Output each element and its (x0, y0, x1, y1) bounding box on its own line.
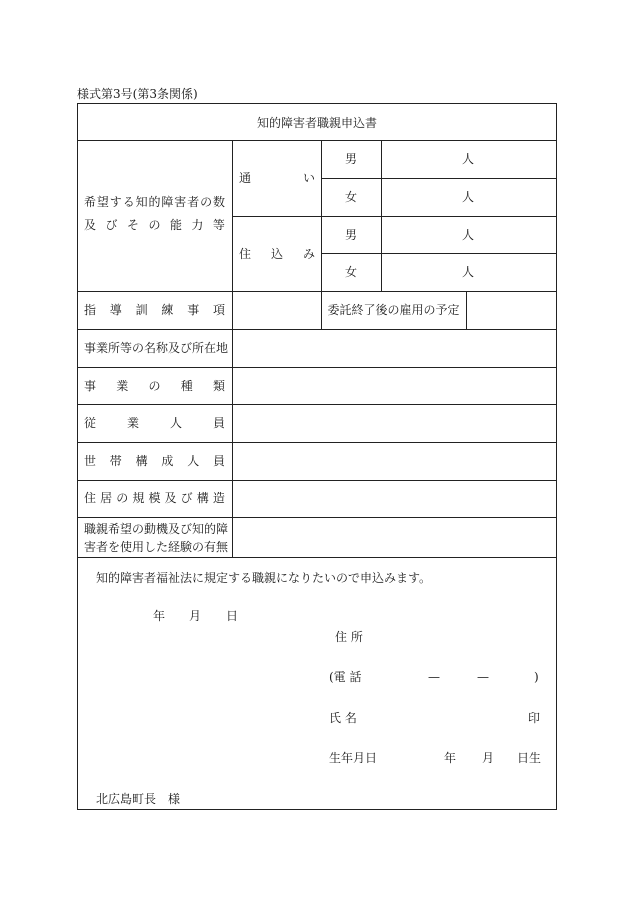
column-divider (466, 291, 467, 329)
label-char: 住 (239, 247, 252, 261)
label-char: び (180, 491, 193, 505)
row-divider (232, 216, 557, 217)
label-char: 込 (270, 247, 283, 261)
row-divider (77, 404, 557, 405)
form-title: 知的障害者職親申込書 (256, 116, 377, 130)
label-char: の (148, 379, 161, 393)
label-char: 及 (164, 491, 177, 505)
desired-count-label-line2 (84, 219, 225, 231)
date-month-label: 月 (189, 609, 202, 623)
date-day-label: 日 (226, 609, 239, 623)
row-divider (321, 178, 557, 179)
commute-female-unit: 人 (462, 190, 475, 204)
label-char: 業 (126, 416, 139, 430)
label-char: 事 (187, 303, 200, 317)
date-year-label: 年 (153, 609, 166, 623)
housing-label (84, 492, 225, 504)
label-char: 模 (148, 491, 161, 505)
label-char: み (302, 247, 315, 261)
birth-day-label: 日生 (517, 751, 542, 765)
commute-label (239, 172, 315, 184)
label-char: 業 (116, 379, 129, 393)
label-char: 構 (196, 491, 209, 505)
label-char: 項 (212, 303, 225, 317)
row-divider (77, 367, 557, 368)
seal-mark: 印 (528, 711, 541, 725)
phone-dash-2: — (477, 670, 489, 684)
guidance-label (84, 304, 225, 316)
label-char: び (105, 218, 118, 232)
label-char: 練 (161, 303, 174, 317)
post-employment-label: 委託終了後の雇用の予定 (327, 303, 460, 317)
live-in-female-unit: 人 (462, 265, 475, 279)
commute-female-label: 女 (344, 190, 357, 204)
name-label: 氏 名 (329, 711, 357, 725)
label-char: 能 (169, 218, 182, 232)
column-divider (232, 140, 233, 558)
label-char: 及 (84, 218, 97, 232)
desired-count-label-line1: 希望する知的障害者の数 (84, 195, 225, 209)
label-char: 従 (84, 416, 97, 430)
form-number: 様式第3号(第3条関係) (77, 87, 198, 101)
birth-year-label: 年 (444, 751, 457, 765)
label-char: 帯 (109, 454, 122, 468)
motivation-label-line2: 害者を使用した経験の有無 (84, 540, 229, 554)
label-char: 導 (109, 303, 122, 317)
phone-close: ) (534, 670, 539, 684)
row-divider (77, 291, 557, 292)
label-char: 人 (187, 454, 200, 468)
live-in-female-label: 女 (344, 265, 357, 279)
label-char: の (148, 218, 161, 232)
label-char: 造 (212, 491, 225, 505)
row-divider (77, 557, 557, 558)
row-divider (77, 140, 557, 141)
address-label: 住 所 (335, 630, 363, 644)
label-char: 居 (100, 491, 113, 505)
row-divider (77, 517, 557, 518)
birth-month-label: 月 (482, 751, 495, 765)
label-char: の (116, 491, 129, 505)
row-divider (77, 442, 557, 443)
label-char: 通 (239, 171, 252, 185)
commute-male-unit: 人 (462, 152, 475, 166)
addressee: 北広島町長 様 (96, 792, 181, 806)
live-in-label (239, 248, 315, 260)
label-char: 員 (212, 416, 225, 430)
employees-label (84, 417, 225, 429)
row-divider (77, 329, 557, 330)
label-char: 指 (84, 303, 97, 317)
row-divider (321, 253, 557, 254)
table-border-bottom (77, 809, 557, 810)
label-char: い (302, 171, 315, 185)
label-char: 種 (180, 379, 193, 393)
business-location-label: 事業所等の名称及び所在地 (84, 341, 229, 355)
phone-label: (電 話 (329, 670, 362, 684)
label-char: 人 (169, 416, 182, 430)
label-char: 等 (212, 218, 225, 232)
business-type-label (84, 380, 225, 392)
table-border-right (556, 103, 557, 810)
column-divider (381, 140, 382, 291)
label-char: 構 (135, 454, 148, 468)
live-in-male-label: 男 (344, 228, 357, 242)
label-char: 世 (84, 454, 97, 468)
commute-male-label: 男 (344, 152, 357, 166)
row-divider (77, 480, 557, 481)
declaration-statement: 知的障害者福祉法に規定する職親になりたいので申込みます。 (96, 571, 432, 585)
label-char: 事 (84, 379, 97, 393)
label-char: 住 (84, 491, 97, 505)
label-char: 訓 (135, 303, 148, 317)
motivation-label-line1: 職親希望の動機及び知的障 (84, 522, 229, 536)
table-border-top (77, 103, 557, 104)
label-char: 類 (212, 379, 225, 393)
table-border-left (77, 103, 78, 810)
label-char: 規 (132, 491, 145, 505)
phone-dash-1: — (428, 670, 440, 684)
label-char: 力 (191, 218, 204, 232)
birthdate-label: 生年月日 (329, 751, 378, 765)
household-label (84, 455, 225, 467)
label-char: 員 (212, 454, 225, 468)
label-char: 成 (161, 454, 174, 468)
live-in-male-unit: 人 (462, 228, 475, 242)
label-char: そ (126, 218, 139, 232)
